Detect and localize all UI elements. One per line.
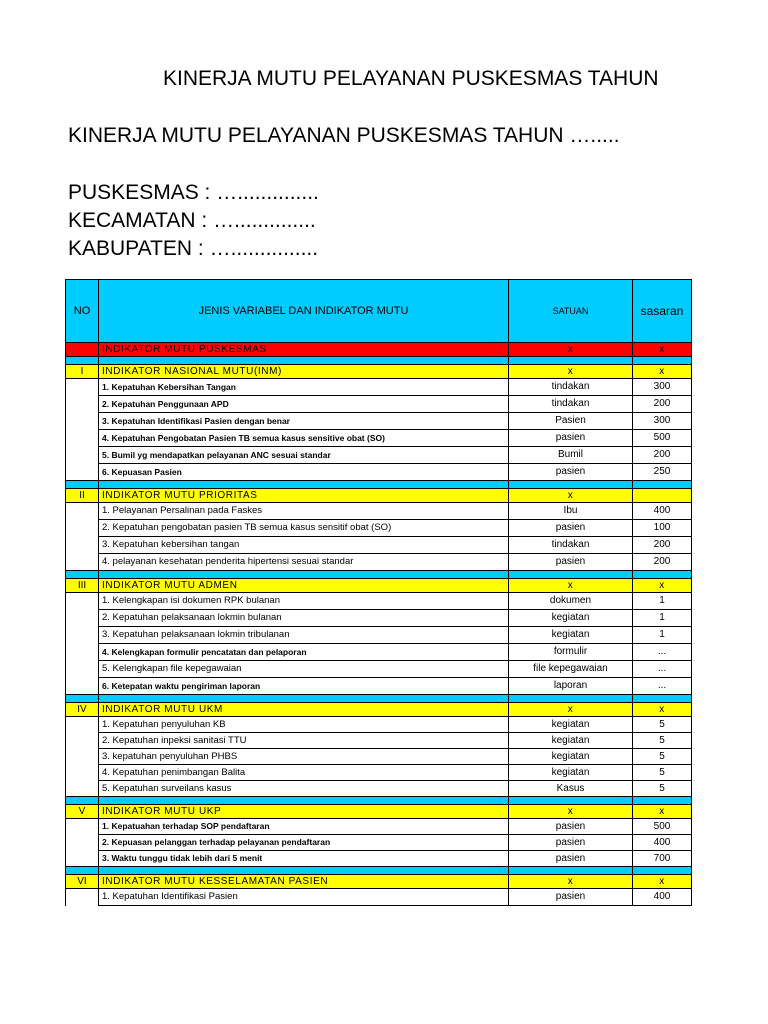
indicator-row <box>66 464 692 481</box>
spacer-cell <box>66 867 99 875</box>
indicator-satuan: tindakan <box>509 396 633 413</box>
indicator-name: 1. Pelayanan Persalinan pada Faskes <box>99 503 509 520</box>
category-sasaran: x <box>633 579 692 593</box>
indicator-sasaran: 200 <box>633 537 692 554</box>
indicator-number-cell <box>66 413 99 430</box>
indicator-sasaran: 1 <box>633 627 692 644</box>
category-sasaran: x <box>633 343 692 357</box>
indicator-sasaran: 250 <box>633 464 692 481</box>
indicator-name: 4. Kepatuhan penimbangan Balita <box>99 765 509 781</box>
spacer-cell <box>99 867 509 875</box>
indicator-number-cell <box>66 627 99 644</box>
spacer-cell <box>99 695 509 703</box>
spacer-cell <box>509 867 633 875</box>
spacer-cell <box>66 357 99 365</box>
category-satuan: x <box>509 875 633 889</box>
indicator-sasaran: 400 <box>633 503 692 520</box>
indicator-name: 4. Kepatuhan Pengobatan Pasien TB semua kasus sensitive obat (SO) <box>99 430 509 447</box>
indicator-number-cell <box>66 503 99 520</box>
indicator-number-cell <box>66 819 99 835</box>
indicator-name: 5. Bumil yg mendapatkan pelayanan ANC sesuai standar <box>99 447 509 464</box>
section-spacer-row <box>66 867 692 875</box>
indicator-satuan: Kasus <box>509 781 633 797</box>
section-spacer-row <box>66 797 692 805</box>
indicator-row <box>66 554 692 571</box>
indicator-row <box>66 396 692 413</box>
indicator-number-cell <box>66 464 99 481</box>
category-satuan: x <box>509 579 633 593</box>
indicator-number-cell <box>66 520 99 537</box>
indicator-sasaran: 100 <box>633 520 692 537</box>
category-number: V <box>66 805 99 819</box>
indicator-row <box>66 593 692 610</box>
indicator-row <box>66 717 692 733</box>
category-sasaran: x <box>633 703 692 717</box>
indicator-number-cell <box>66 749 99 765</box>
indicator-sasaran: 1 <box>633 610 692 627</box>
indicator-row <box>66 644 692 661</box>
category-title: INDIKATOR NASIONAL MUTU(INM) <box>99 365 509 379</box>
indicator-row <box>66 537 692 554</box>
indicator-sasaran: 300 <box>633 379 692 396</box>
indicator-row <box>66 627 692 644</box>
spacer-cell <box>509 695 633 703</box>
indicator-row <box>66 503 692 520</box>
indicator-table <box>65 279 692 906</box>
indicator-name: 1. Kepatuhan penyuluhan KB <box>99 717 509 733</box>
indicator-number-cell <box>66 593 99 610</box>
spacer-cell <box>99 571 509 579</box>
indicator-name: 4. Kelengkapan formulir pencatatan dan pelaporan <box>99 644 509 661</box>
indicator-sasaran: ... <box>633 661 692 678</box>
category-row <box>66 365 692 379</box>
indicator-sasaran: 5 <box>633 765 692 781</box>
category-satuan: x <box>509 365 633 379</box>
indicator-row <box>66 430 692 447</box>
indicator-sasaran: ... <box>633 644 692 661</box>
category-sasaran: x <box>633 875 692 889</box>
indicator-sasaran: 200 <box>633 554 692 571</box>
indicator-sasaran: ... <box>633 678 692 695</box>
indicator-row <box>66 379 692 396</box>
category-satuan: x <box>509 703 633 717</box>
indicator-name: 6. Kepuasan Pasien <box>99 464 509 481</box>
indicator-row <box>66 610 692 627</box>
indicator-row <box>66 851 692 867</box>
indicator-number-cell <box>66 889 99 906</box>
indicator-row <box>66 889 692 906</box>
indicator-sasaran: 5 <box>633 749 692 765</box>
indicator-satuan: kegiatan <box>509 733 633 749</box>
spacer-cell <box>99 797 509 805</box>
indicator-number-cell <box>66 610 99 627</box>
indicator-sasaran: 700 <box>633 851 692 867</box>
indicator-satuan: tindakan <box>509 537 633 554</box>
indicator-satuan: Pasien <box>509 413 633 430</box>
indicator-number-cell <box>66 430 99 447</box>
indicator-number-cell <box>66 717 99 733</box>
indicator-name: 5. Kelengkapan file kepegawaian <box>99 661 509 678</box>
indicator-satuan: pasien <box>509 464 633 481</box>
category-number: VI <box>66 875 99 889</box>
indicator-satuan: kegiatan <box>509 610 633 627</box>
indicator-row <box>66 678 692 695</box>
category-number: II <box>66 489 99 503</box>
indicator-number-cell <box>66 379 99 396</box>
indicator-satuan: Bumil <box>509 447 633 464</box>
section-spacer-row <box>66 695 692 703</box>
category-number: I <box>66 365 99 379</box>
spacer-cell <box>633 867 692 875</box>
indicator-name: 4. pelayanan kesehatan penderita hipertensi sesuai standar <box>99 554 509 571</box>
category-sasaran <box>633 489 692 503</box>
spacer-cell <box>509 357 633 365</box>
indicator-table-body <box>66 280 692 906</box>
indicator-row <box>66 413 692 430</box>
header-jenis: JENIS VARIABEL DAN INDIKATOR MUTU <box>99 280 509 343</box>
section-spacer-row <box>66 481 692 489</box>
category-number <box>66 343 99 357</box>
indicator-sasaran: 5 <box>633 717 692 733</box>
indicator-name: 2. Kepatuhan Penggunaan APD <box>99 396 509 413</box>
indicator-name: 1. Kepatuhan Identifikasi Pasien <box>99 889 509 906</box>
category-row <box>66 343 692 357</box>
category-title: INDIKATOR MUTU PRIORITAS <box>99 489 509 503</box>
page-title-top: KINERJA MUTU PELAYANAN PUSKESMAS TAHUN <box>163 67 659 90</box>
indicator-number-cell <box>66 678 99 695</box>
indicator-sasaran: 5 <box>633 733 692 749</box>
indicator-name: 2. Kepatuhan inpeksi sanitasi TTU <box>99 733 509 749</box>
category-satuan: x <box>509 489 633 503</box>
indicator-row <box>66 520 692 537</box>
indicator-row <box>66 733 692 749</box>
indicator-name: 2. Kepuasan pelanggan terhadap pelayanan pendaftaran <box>99 835 509 851</box>
indicator-row <box>66 781 692 797</box>
indicator-sasaran: 500 <box>633 819 692 835</box>
indicator-name: 3. Kepatuhan kebersihan tangan <box>99 537 509 554</box>
indicator-number-cell <box>66 554 99 571</box>
indicator-name: 1. Kepatuahan terhadap SOP pendaftaran <box>99 819 509 835</box>
indicator-satuan: laporan <box>509 678 633 695</box>
indicator-satuan: pasien <box>509 819 633 835</box>
indicator-satuan: dokumen <box>509 593 633 610</box>
spacer-cell <box>509 481 633 489</box>
spacer-cell <box>99 481 509 489</box>
indicator-name: 3. Kepatuhan pelaksanaan lokmin tribulanan <box>99 627 509 644</box>
category-sasaran: x <box>633 365 692 379</box>
indicator-satuan: pasien <box>509 835 633 851</box>
header-sasaran: sasaran <box>633 280 692 343</box>
category-title: INDIKATOR MUTU PUSKESMAS <box>99 343 509 357</box>
category-satuan: x <box>509 343 633 357</box>
category-title: INDIKATOR MUTU UKM <box>99 703 509 717</box>
indicator-satuan: kegiatan <box>509 765 633 781</box>
indicator-sasaran: 400 <box>633 889 692 906</box>
indicator-row <box>66 765 692 781</box>
puskesmas-label: PUSKESMAS : ….............. <box>68 181 319 204</box>
category-row <box>66 875 692 889</box>
indicator-satuan: kegiatan <box>509 627 633 644</box>
category-number: IV <box>66 703 99 717</box>
spacer-cell <box>633 797 692 805</box>
indicator-satuan: pasien <box>509 889 633 906</box>
indicator-sasaran: 400 <box>633 835 692 851</box>
spacer-cell <box>509 571 633 579</box>
category-sasaran: x <box>633 805 692 819</box>
indicator-row <box>66 819 692 835</box>
indicator-sasaran: 5 <box>633 781 692 797</box>
indicator-number-cell <box>66 765 99 781</box>
category-title: INDIKATOR MUTU UKP <box>99 805 509 819</box>
spacer-cell <box>66 571 99 579</box>
indicator-sasaran: 200 <box>633 447 692 464</box>
kabupaten-label: KABUPATEN : …............... <box>68 237 319 260</box>
category-row <box>66 703 692 717</box>
indicator-name: 2. Kepatuhan pelaksanaan lokmin bulanan <box>99 610 509 627</box>
indicator-name: 1. Kelengkapan isi dokumen RPK bulanan <box>99 593 509 610</box>
spacer-cell <box>99 357 509 365</box>
spacer-cell <box>66 695 99 703</box>
indicator-row <box>66 749 692 765</box>
indicator-name: 3. Waktu tunggu tidak lebih dari 5 menit <box>99 851 509 867</box>
indicator-number-cell <box>66 537 99 554</box>
table-header-row <box>66 280 692 343</box>
page-title: KINERJA MUTU PELAYANAN PUSKESMAS TAHUN …..... <box>68 124 620 147</box>
indicator-name: 6. Ketepatan waktu pengiriman laporan <box>99 678 509 695</box>
category-title: INDIKATOR MUTU ADMEN <box>99 579 509 593</box>
category-row <box>66 805 692 819</box>
indicator-sasaran: 300 <box>633 413 692 430</box>
indicator-satuan: pasien <box>509 430 633 447</box>
indicator-number-cell <box>66 396 99 413</box>
indicator-satuan: kegiatan <box>509 749 633 765</box>
category-number: III <box>66 579 99 593</box>
spacer-cell <box>633 695 692 703</box>
indicator-satuan: pasien <box>509 554 633 571</box>
indicator-satuan: pasien <box>509 851 633 867</box>
indicator-name: 5. Kepatuhan surveilans kasus <box>99 781 509 797</box>
indicator-number-cell <box>66 733 99 749</box>
indicator-sasaran: 200 <box>633 396 692 413</box>
kecamatan-label: KECAMATAN : ….............. <box>68 209 316 232</box>
indicator-sasaran: 1 <box>633 593 692 610</box>
indicator-number-cell <box>66 447 99 464</box>
indicator-satuan: kegiatan <box>509 717 633 733</box>
indicator-row <box>66 835 692 851</box>
spacer-cell <box>509 797 633 805</box>
category-satuan: x <box>509 805 633 819</box>
indicator-row <box>66 661 692 678</box>
indicator-satuan: Ibu <box>509 503 633 520</box>
indicator-sasaran: 500 <box>633 430 692 447</box>
category-row <box>66 489 692 503</box>
category-title: INDIKATOR MUTU KESSELAMATAN PASIEN <box>99 875 509 889</box>
section-spacer-row <box>66 571 692 579</box>
spacer-cell <box>633 481 692 489</box>
indicator-number-cell <box>66 644 99 661</box>
category-row <box>66 579 692 593</box>
indicator-number-cell <box>66 781 99 797</box>
indicator-name: 1. Kepatuhan Kebersihan Tangan <box>99 379 509 396</box>
indicator-number-cell <box>66 851 99 867</box>
indicator-name: 2. Kepatuhan pengobatan pasien TB semua kasus sensitif obat (SO) <box>99 520 509 537</box>
spacer-cell <box>66 797 99 805</box>
indicator-name: 3. kepatuhan penyuluhan PHBS <box>99 749 509 765</box>
indicator-row <box>66 447 692 464</box>
spacer-cell <box>633 357 692 365</box>
header-no: NO <box>66 280 99 343</box>
spacer-cell <box>66 481 99 489</box>
spacer-cell <box>633 571 692 579</box>
indicator-number-cell <box>66 661 99 678</box>
indicator-satuan: pasien <box>509 520 633 537</box>
indicator-satuan: file kepegawaian <box>509 661 633 678</box>
indicator-name: 3. Kepatuhan Identifikasi Pasien dengan benar <box>99 413 509 430</box>
indicator-satuan: tindakan <box>509 379 633 396</box>
section-spacer-row <box>66 357 692 365</box>
indicator-satuan: formulir <box>509 644 633 661</box>
indicator-number-cell <box>66 835 99 851</box>
header-satuan: SATUAN <box>509 280 633 343</box>
